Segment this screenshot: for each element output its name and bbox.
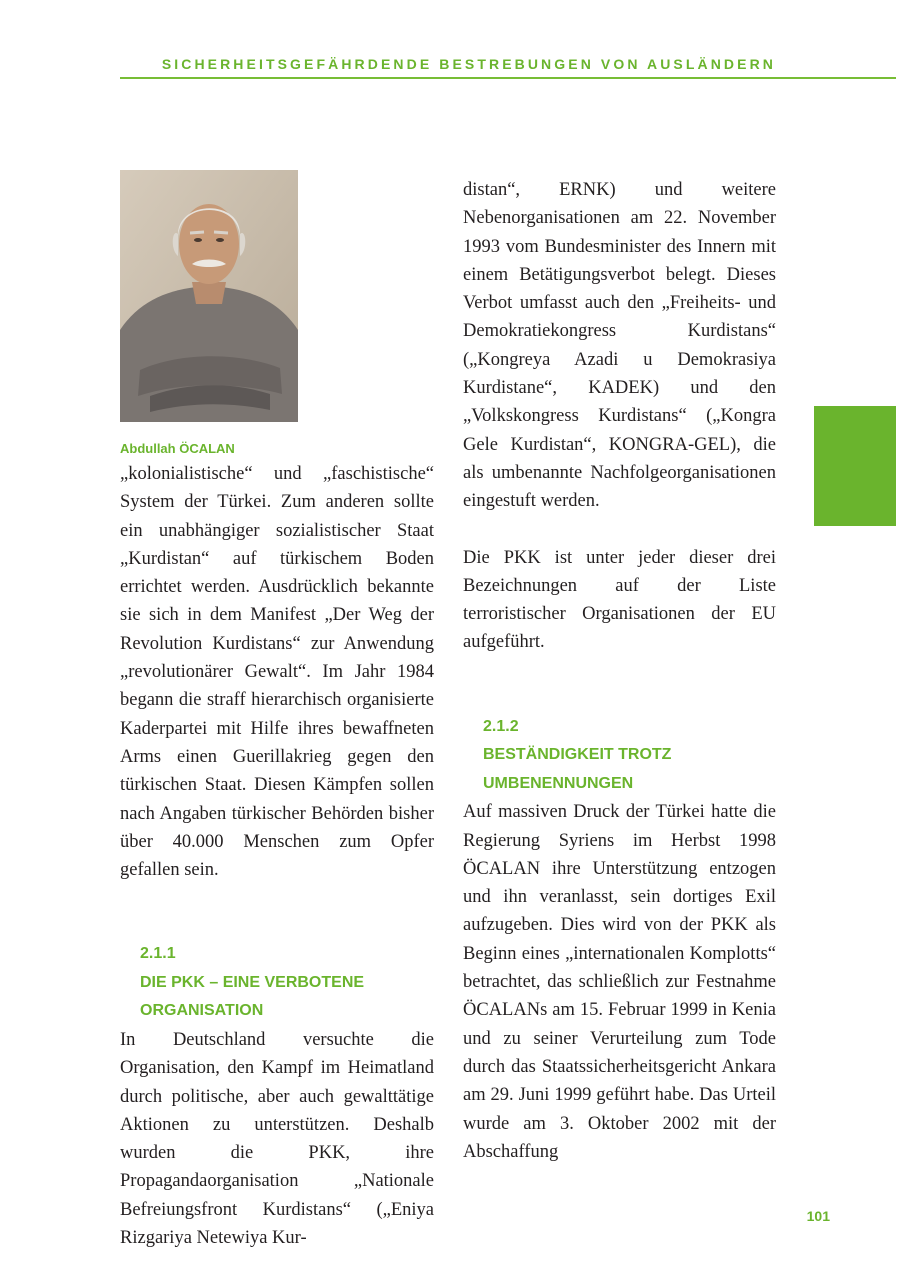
portrait-figure (120, 170, 326, 460)
body-paragraph: Auf massiven Druck der Türkei hatte die Regierung Syriens im Herbst 1998 ÖCALAN ihre Unterstützung entzogen und ihn veranlasst, sein dortiges Exil aufzugeben. Dies wird von der PKK als Beginn eines „internationalen Komplotts“ betrachtet, das schließlich zur Festnahme ÖCALANs am 15. Februar 1999 in Kenia und zu seiner Verurteilung zum Tode durch das Staatssicherheitsgericht Ankara am 29. Juni 1999 geführt habe. Das Urteil wurde am 3. Oktober 2002 mit der Abschaffung (463, 802, 776, 1162)
photo-caption: Abdullah ÖCALAN (120, 441, 235, 456)
body-paragraph: distan“, ERNK) und weitere Nebenorganisationen am 22. November 1993 vom Bundesminister des Innern mit einem Betätigungsverbot belegt. Dieses Verbot umfasst auch den „Freiheits- und Demokratiekongress Kurdistans“ („Kongreya Azadi u Demokrasiya Kurdistane“, KADEK) und den „Volkskongress Kurdistans“ („Kongra Gele Kurdistan“, KONGRA-GEL), die als umbenannte Nachfolgeorganisationen eingestuft werden. (463, 180, 776, 512)
section-number: 2.1.1 (140, 945, 176, 963)
body-paragraph: Die PKK ist unter jeder dieser drei Bezeichnungen auf der Liste terroristischer Organisationen der EU aufgeführt. (463, 547, 776, 653)
left-column (120, 176, 434, 1252)
section-number: 2.1.2 (483, 717, 519, 735)
portrait-illustration (120, 170, 298, 422)
page-number: 101 (806, 1208, 830, 1224)
portrait-photo (120, 170, 298, 422)
section-heading-line: UMBENENNUNGEN (483, 774, 634, 792)
section-heading-line: BESTÄNDIGKEIT TROTZ (483, 746, 672, 764)
section-heading-line: DIE PKK – EINE VERBOTENE (140, 973, 365, 991)
header-rule (120, 77, 896, 79)
section-heading-line: ORGANISATION (140, 1002, 264, 1020)
running-header: SICHERHEITSGEFÄHRDENDE BESTREBUNGEN VON AUSLÄNDERN (161, 56, 776, 72)
body-paragraph: In Deutschland versuchte die Organisation, den Kampf im Heimatland durch politische, aber auch gewalttätige Aktionen zu unterstützen. Deshalb wurden die PKK, ihre Propagandaorganisation „Nationale Befreiungsfront Kurdistans“ („Eniya Rizgariya Netewiya Kur- (120, 1029, 434, 1249)
body-paragraph: „kolonialistische“ und „faschistische“ System der Türkei. Zum anderen sollte ein unabhängiger sozialistischer Staat „Kurdistan“ auf türkischem Boden errichtet werden. Ausdrücklich bekannte sie sich in dem Manifest „Der Weg der Revolution Kurdistans“ zur Anwendung „revolutionärer Gewalt“. Im Jahr 1984 begann die straff hierarchisch organisierte Kaderpartei mit Hilfe ihres bewaffneten Arms einen Guerillakrieg gegen den türkischen Staat. Diesen Kämpfen sollen nach Angaben türkischer Behörden bisher über 40.000 Menschen zum Opfer gefallen sein. (120, 464, 434, 881)
right-column (463, 176, 776, 1166)
chapter-tab-marker (814, 406, 896, 526)
